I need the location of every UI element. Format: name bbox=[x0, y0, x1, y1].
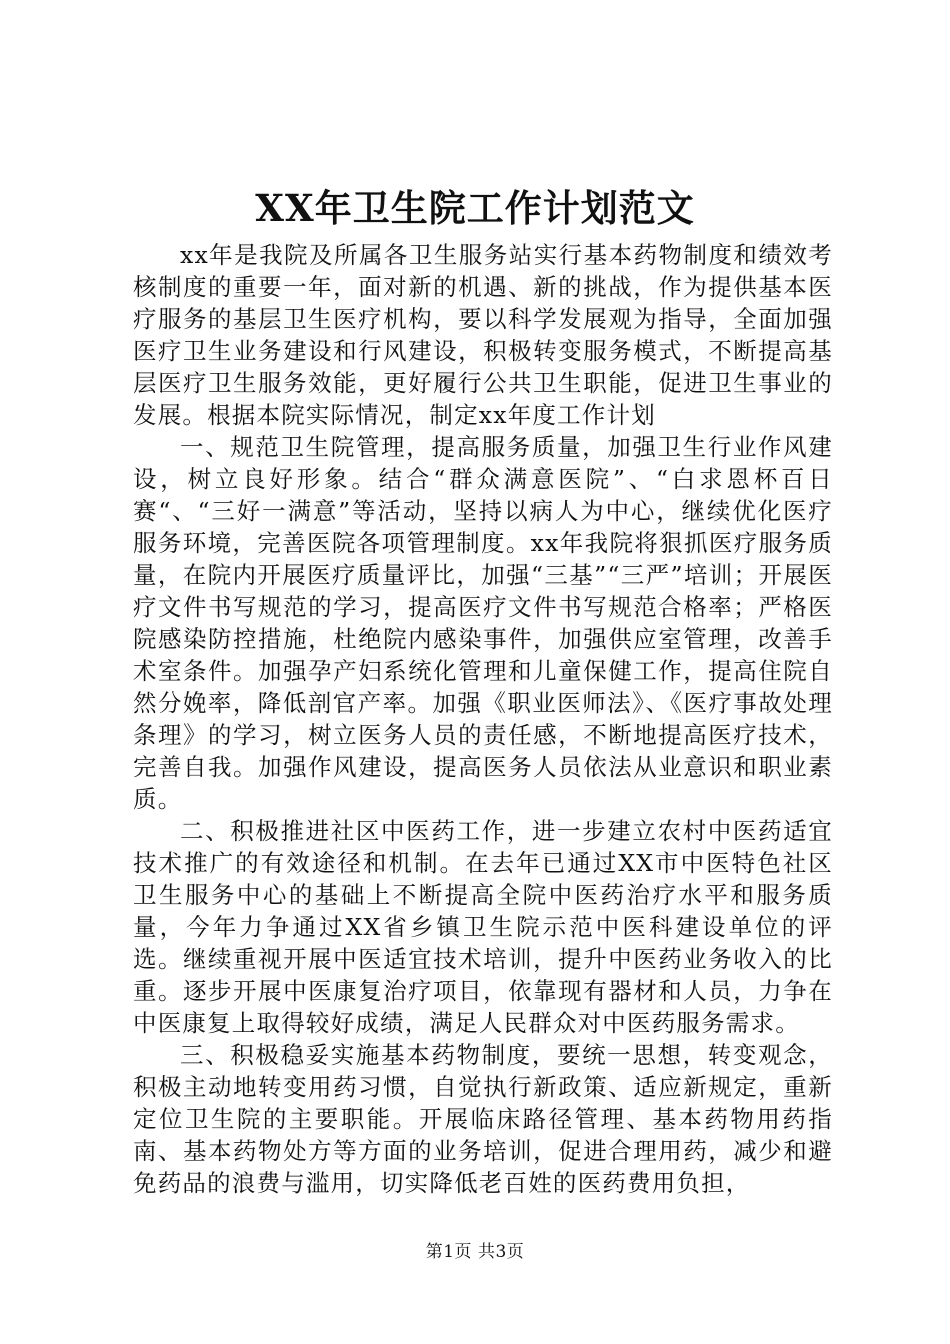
page-footer: 第1页 共3页 bbox=[425, 1242, 525, 1262]
document-body bbox=[133, 239, 833, 1199]
document-title: XX年卫生院工作计划范文 bbox=[255, 186, 695, 230]
paragraph-section-3: 三、积极稳妥实施基本药物制度，要统一思想，转变观念，积极主动地转变用药习惯，自觉执行新政策、适应新规定，重新定位卫生院的主要职能。开展临床路径管理、基本药物用药指南、基本药物处方等方面的业务培训，促进合理用药，减少和避免药品的浪费与滥用，切实降低老百姓的医药费用负担， bbox=[133, 1041, 833, 1197]
paragraph-intro: xx年是我院及所属各卫生服务站实行基本药物制度和绩效考核制度的重要一年，面对新的机遇、新的挑战，作为提供基本医疗服务的基层卫生医疗机构，要以科学发展观为指导，全面加强医疗卫生业务建设和行风建设，积极转变服务模式，不断提高基层医疗卫生服务效能，更好履行公共卫生职能，促进卫生事业的发展。根据本院实际情况，制定xx年度工作计划 bbox=[133, 241, 833, 429]
paragraph-section-1: 一、规范卫生院管理，提高服务质量，加强卫生行业作风建设，树立良好形象。结合“群众满意医院”、“白求恩杯百日赛“、“三好一满意”等活动，坚持以病人为中心，继续优化医疗服务环境，完善医院各项管理制度。xx年我院将狠抓医疗服务质量，在院内开展医疗质量评比，加强“三基”“三严”培训；开展医疗文件书写规范的学习，提高医疗文件书写规范合格率；严格医院感染防控措施，杜绝院内感染事件，加强供应室管理，改善手术室条件。加强孕产妇系统化管理和儿童保健工作，提高住院自然分娩率，降低剖官产率。加强《职业医师法》、《医疗事故处理条理》的学习，树立医务人员的责任感，不断地提高医疗技术，完善自我。加强作风建设，提高医务人员依法从业意识和职业素质。 bbox=[133, 433, 833, 813]
paragraph-section-2: 二、积极推进社区中医药工作，进一步建立农村中医药适宜技术推广的有效途径和机制。在去年已通过XX市中医特色社区卫生服务中心的基础上不断提高全院中医药治疗水平和服务质量，今年力争通过XX省乡镇卫生院示范中医科建设单位的评选。继续重视开展中医适宜技术培训，提升中医药业务收入的比重。逐步开展中医康复治疗项目，依靠现有器材和人员，力争在中医康复上取得较好成绩，满足人民群众对中医药服务需求。 bbox=[133, 817, 833, 1037]
